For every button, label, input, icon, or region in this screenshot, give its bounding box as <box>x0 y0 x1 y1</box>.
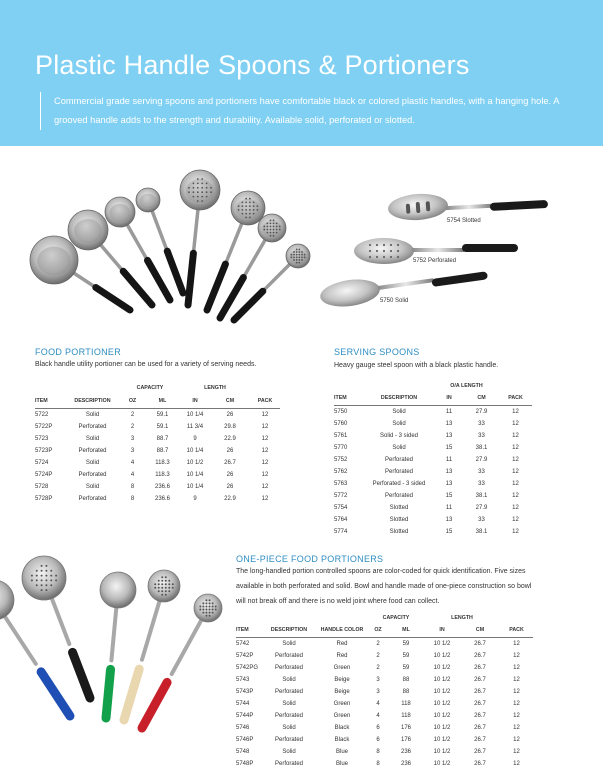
table-cell: Perforated <box>78 471 107 478</box>
table-cell: 10 1/2 <box>433 724 451 731</box>
table-cell: 10 1/2 <box>433 700 451 707</box>
table-cell: 5728P <box>35 495 53 502</box>
table-cell: 33 <box>478 420 485 427</box>
table-cell: 88.7 <box>156 435 169 442</box>
table-cell: 22.9 <box>224 495 236 502</box>
caption-slotted: 5754 Slotted <box>447 218 481 224</box>
ss-col-header: IN <box>434 391 464 405</box>
table-cell: 10 1/2 <box>433 712 451 719</box>
one-piece-desc: The long-handled portion controlled spoons are color-coded for quick identification. Five sizes available in both perforated and solid. Bowl and handle made of one-piece construction so bowl will not break off and there is no weld joint where food can collect. <box>236 568 532 605</box>
table-cell: Solid <box>85 483 100 490</box>
table-cell: Green <box>333 712 351 719</box>
table-cell: 118 <box>401 712 411 719</box>
table-cell: Black <box>334 736 350 743</box>
table-cell: Slotted <box>389 504 409 511</box>
table-cell: Blue <box>335 748 348 755</box>
table-cell: 12 <box>512 528 519 535</box>
table-row <box>334 430 532 442</box>
table-cell: 26.7 <box>474 676 486 683</box>
table-row <box>334 526 532 538</box>
portioner-item <box>234 244 310 320</box>
table-cell: Beige <box>334 688 350 695</box>
table-cell: 11 <box>445 504 453 511</box>
table-row <box>236 662 533 674</box>
table-cell: 10 1/2 <box>186 459 204 466</box>
table-cell: 9 <box>193 495 197 502</box>
food-portioner-desc: Black handle utility portioner can be used for a variety of serving needs. <box>35 361 257 368</box>
table-cell: 8 <box>130 495 135 502</box>
table-cell: Black <box>334 724 350 731</box>
fp-col-header: PACK <box>250 394 280 408</box>
table-cell: 5763 <box>334 480 348 487</box>
table-cell: 12 <box>261 435 269 442</box>
table-cell: 5770 <box>334 444 348 451</box>
table-cell: 9 <box>193 435 197 442</box>
table-cell: 12 <box>513 676 520 683</box>
table-cell: 13 <box>445 516 453 523</box>
op-col-header: OZ <box>368 623 388 637</box>
table-cell: 5760 <box>334 420 348 427</box>
table-cell: 29.8 <box>224 423 236 430</box>
table-cell: Perforated <box>384 468 414 475</box>
table-cell: 12 <box>512 432 519 439</box>
capacity-group-label: CAPACITY <box>136 385 164 391</box>
page-title: Plastic Handle Spoons & Portioners <box>35 50 470 80</box>
table-row <box>35 421 280 433</box>
table-cell: Perforated - 3 sided <box>372 480 426 487</box>
table-cell: 11 3/4 <box>186 423 204 430</box>
table-cell: Solid <box>282 724 296 731</box>
table-cell: Perforated <box>384 492 414 499</box>
table-cell: 5748P <box>236 760 254 767</box>
table-cell: 10 1/4 <box>186 483 204 490</box>
table-cell: 236 <box>400 748 411 755</box>
table-cell: Perforated <box>274 652 304 659</box>
table-cell: 27.9 <box>475 456 488 463</box>
table-cell: 8 <box>376 760 380 767</box>
caption-perforated: 5752 Perforated <box>413 258 457 264</box>
table-cell: Perforated <box>274 760 304 767</box>
table-cell: Solid <box>85 459 100 466</box>
table-cell: 12 <box>513 724 520 731</box>
table-cell: 5728 <box>35 483 49 490</box>
op-col-header: HANDLE COLOR <box>316 623 368 637</box>
table-cell: Perforated <box>274 688 304 695</box>
table-cell: 12 <box>261 411 269 418</box>
table-cell: 12 <box>512 408 519 415</box>
table-row <box>236 637 533 650</box>
table-cell: 26 <box>226 483 234 490</box>
serving-spoons-title: SERVING SPOONS <box>334 347 420 357</box>
table-cell: 33 <box>478 432 485 439</box>
table-cell: 5774 <box>334 528 348 535</box>
table-cell: 88.7 <box>156 447 169 454</box>
table-cell: 10 1/2 <box>433 640 451 647</box>
table-row <box>236 734 533 746</box>
table-cell: Perforated <box>384 456 414 463</box>
table-cell: 5744 <box>236 700 250 707</box>
table-cell: 12 <box>512 504 519 511</box>
table-cell: 12 <box>261 471 269 478</box>
table-row <box>35 445 280 457</box>
table-cell: Solid <box>392 420 406 427</box>
table-cell: 5744P <box>236 712 254 719</box>
table-cell: 26.7 <box>474 688 486 695</box>
table-cell: Perforated <box>274 736 304 743</box>
table-cell: 5722 <box>35 411 49 418</box>
table-cell: 10 1/2 <box>433 688 451 695</box>
table-row <box>236 698 533 710</box>
table-cell: 5722P <box>35 423 53 430</box>
table-cell: 3 <box>130 447 135 454</box>
serving-spoons-desc: Heavy gauge steel spoon with a black plastic handle. <box>334 362 499 369</box>
table-cell: 2 <box>130 423 135 430</box>
table-row <box>236 686 533 698</box>
fp-col-header: ML <box>145 394 180 408</box>
table-cell: 12 <box>261 483 269 490</box>
table-cell: Solid <box>85 435 100 442</box>
op-col-header: IN <box>424 623 460 637</box>
table-cell: Beige <box>334 676 350 683</box>
table-row <box>334 514 532 526</box>
one-piece-portioners-photo <box>0 548 232 768</box>
ss-col-header: PACK <box>499 391 532 405</box>
table-row <box>334 442 532 454</box>
table-row <box>334 466 532 478</box>
table-cell: 26.7 <box>474 664 486 671</box>
op-length-group-label: LENGTH <box>451 614 473 621</box>
table-cell: Solid <box>282 640 296 647</box>
table-cell: 2 <box>130 411 135 418</box>
table-cell: 59.1 <box>156 411 169 418</box>
table-cell: 38.1 <box>475 528 488 535</box>
table-cell: 26.7 <box>474 712 486 719</box>
table-cell: 88 <box>402 688 410 695</box>
table-cell: 12 <box>512 456 519 463</box>
table-cell: 12 <box>513 640 520 647</box>
table-cell: 59.1 <box>156 423 169 430</box>
table-cell: 6 <box>376 736 380 743</box>
table-cell: 5724 <box>35 459 49 466</box>
table-cell: Perforated <box>78 423 107 430</box>
table-cell: Red <box>336 640 348 647</box>
one-piece-title: ONE-PIECE FOOD PORTIONERS <box>236 554 384 564</box>
table-cell: Red <box>336 652 348 659</box>
table-cell: 59 <box>402 664 410 671</box>
table-row <box>236 674 533 686</box>
table-cell: 13 <box>445 420 453 427</box>
table-cell: 15 <box>445 444 453 451</box>
table-cell: Solid - 3 sided <box>379 432 419 439</box>
table-cell: 5723 <box>35 435 49 442</box>
table-cell: 26 <box>226 411 234 418</box>
table-cell: 4 <box>130 471 135 478</box>
table-cell: 33 <box>478 468 485 475</box>
table-cell: 5752 <box>334 456 348 463</box>
table-cell: 12 <box>261 423 269 430</box>
table-cell: 3 <box>376 688 380 695</box>
table-cell: 12 <box>512 492 519 499</box>
intro-divider <box>40 92 41 130</box>
table-cell: 12 <box>512 516 519 523</box>
table-cell: 5748 <box>236 748 250 755</box>
table-cell: 26.7 <box>474 700 486 707</box>
table-cell: Blue <box>335 760 348 767</box>
table-cell: 26.7 <box>474 652 486 659</box>
table-cell: 4 <box>376 712 380 719</box>
table-cell: 26.7 <box>474 748 486 755</box>
table-cell: 12 <box>513 664 520 671</box>
table-cell: Slotted <box>389 516 409 523</box>
table-cell: 118.3 <box>155 471 170 478</box>
table-cell: 26 <box>226 471 234 478</box>
table-cell: 236.6 <box>154 495 170 502</box>
table-cell: 12 <box>513 688 520 695</box>
table-cell: 10 1/2 <box>433 676 451 683</box>
header-banner <box>0 0 603 146</box>
table-cell: 8 <box>376 748 380 755</box>
table-cell: 12 <box>513 652 520 659</box>
table-row <box>334 454 532 466</box>
table-cell: 5742P <box>236 652 254 659</box>
table-cell: 12 <box>261 495 269 502</box>
table-cell: 5761 <box>334 432 348 439</box>
table-cell: 33 <box>478 480 485 487</box>
table-row <box>35 493 280 505</box>
table-cell: Solid <box>85 411 100 418</box>
table-cell: 2 <box>376 664 380 671</box>
table-cell: 10 1/2 <box>433 760 451 767</box>
table-row <box>334 502 532 514</box>
table-cell: 5772 <box>334 492 348 499</box>
table-cell: Solid <box>282 700 296 707</box>
table-row <box>236 650 533 662</box>
table-cell: 236 <box>400 760 411 767</box>
length-group-label: LENGTH <box>204 385 226 391</box>
table-cell: 12 <box>512 480 519 487</box>
table-cell: 5764 <box>334 516 348 523</box>
table-cell: 33 <box>478 516 485 523</box>
one-piece-portioner <box>0 580 70 716</box>
table-row <box>236 710 533 722</box>
table-cell: 12 <box>512 444 519 451</box>
table-cell: 11 <box>445 408 453 415</box>
table-cell: 176 <box>400 724 411 731</box>
table-cell: 5742PG <box>236 664 259 671</box>
fp-col-header: DESCRIPTION <box>65 394 120 408</box>
table-row <box>236 746 533 758</box>
table-cell: Green <box>333 700 351 707</box>
table-row <box>236 758 533 770</box>
table-cell: Perforated <box>274 664 304 671</box>
table-cell: 38.1 <box>475 492 488 499</box>
table-cell: 10 1/4 <box>186 411 204 418</box>
table-cell: 5750 <box>334 408 348 415</box>
table-cell: 236.6 <box>154 483 170 490</box>
table-cell: 12 <box>513 700 520 707</box>
oa-length-group-label: O/A LENGTH <box>450 382 483 389</box>
table-cell: 118 <box>401 700 411 707</box>
table-cell: 15 <box>445 528 453 535</box>
table-cell: 5743 <box>236 676 250 683</box>
table-cell: 5746P <box>236 736 254 743</box>
table-cell: 27.9 <box>475 504 488 511</box>
table-cell: 118.3 <box>155 459 170 466</box>
table-cell: 59 <box>402 652 410 659</box>
table-cell: 5742 <box>236 640 250 647</box>
table-row <box>236 722 533 734</box>
table-cell: 26.7 <box>474 724 486 731</box>
table-cell: 26.7 <box>474 736 486 743</box>
table-cell: Solid <box>282 748 296 755</box>
ss-col-header: ITEM <box>334 391 364 405</box>
table-cell: 12 <box>513 748 520 755</box>
table-cell: 5746 <box>236 724 250 731</box>
table-cell: Perforated <box>274 712 304 719</box>
table-cell: 3 <box>376 676 380 683</box>
table-cell: 12 <box>513 736 520 743</box>
table-row <box>334 490 532 502</box>
table-cell: 13 <box>445 468 453 475</box>
table-cell: 5724P <box>35 471 53 478</box>
table-cell: 5723P <box>35 447 53 454</box>
table-cell: Solid <box>392 444 406 451</box>
portioner-item <box>68 210 152 305</box>
op-capacity-group-label: CAPACITY <box>382 614 410 621</box>
table-cell: 12 <box>261 459 269 466</box>
table-cell: Slotted <box>389 528 409 535</box>
table-row <box>334 405 532 418</box>
caption-solid: 5750 Solid <box>380 298 409 304</box>
table-cell: 5762 <box>334 468 348 475</box>
table-cell: 5754 <box>334 504 348 511</box>
table-cell: 10 1/2 <box>433 736 451 743</box>
table-cell: 2 <box>376 640 380 647</box>
food-portioner-title: FOOD PORTIONER <box>35 347 122 357</box>
table-row <box>35 481 280 493</box>
intro-text: Commercial grade serving spoons and portioners have comfortable black or colored plastic handles, with a hanging hole. A grooved handle adds to the strength and durability. Available solid, perforated or slotted. <box>54 96 559 125</box>
table-cell: 13 <box>445 432 453 439</box>
table-row <box>35 408 280 421</box>
table-cell: 12 <box>513 760 520 767</box>
table-cell: 5743P <box>236 688 254 695</box>
fp-col-header: IN <box>180 394 210 408</box>
table-cell: 10 1/2 <box>433 664 451 671</box>
table-cell: 8 <box>130 483 135 490</box>
table-cell: Perforated <box>78 447 107 454</box>
op-col-header: CM <box>460 623 500 637</box>
fp-col-header: ITEM <box>35 394 65 408</box>
fp-col-header: OZ <box>120 394 145 408</box>
op-col-header: ITEM <box>236 623 262 637</box>
table-row <box>35 433 280 445</box>
table-cell: 4 <box>130 459 135 466</box>
table-cell: 10 1/2 <box>433 748 451 755</box>
table-cell: 26.7 <box>474 640 486 647</box>
table-cell: 59 <box>402 640 410 647</box>
table-cell: 12 <box>513 712 520 719</box>
serving-spoons-table <box>334 380 532 538</box>
one-piece-portioner <box>22 556 90 698</box>
op-col-header: ML <box>388 623 424 637</box>
table-cell: 26.7 <box>224 459 236 466</box>
food-portioner-table <box>35 382 280 505</box>
table-cell: 10 1/2 <box>433 652 451 659</box>
ss-col-header: CM <box>464 391 499 405</box>
table-row <box>35 469 280 481</box>
table-cell: 15 <box>445 492 453 499</box>
table-cell: 26 <box>226 447 234 454</box>
table-cell: 26.7 <box>474 760 486 767</box>
op-col-header: PACK <box>500 623 533 637</box>
table-cell: 10 1/4 <box>186 447 204 454</box>
table-cell: 11 <box>445 456 453 463</box>
table-cell: 6 <box>376 724 380 731</box>
table-cell: 12 <box>512 468 519 475</box>
one-piece-table <box>236 612 533 770</box>
table-row <box>334 478 532 490</box>
table-cell: 12 <box>512 420 519 427</box>
portioners-photo <box>20 160 320 340</box>
op-col-header: DESCRIPTION <box>262 623 316 637</box>
table-cell: Perforated <box>78 495 107 502</box>
table-cell: 176 <box>400 736 411 743</box>
table-cell: 13 <box>445 480 453 487</box>
fp-col-header: CM <box>210 394 250 408</box>
table-cell: 27.9 <box>475 408 488 415</box>
table-row <box>35 457 280 469</box>
ss-col-header: DESCRIPTION <box>364 391 434 405</box>
table-row <box>334 418 532 430</box>
serving-spoons-photo <box>318 185 558 315</box>
table-cell: 38.1 <box>475 444 488 451</box>
solid-spoon <box>318 271 488 310</box>
table-cell: Solid <box>282 676 296 683</box>
table-cell: 88 <box>402 676 410 683</box>
table-cell: 12 <box>261 447 269 454</box>
table-cell: 10 1/4 <box>186 471 204 478</box>
table-cell: Solid <box>392 408 406 415</box>
table-cell: 4 <box>376 700 380 707</box>
table-cell: 3 <box>130 435 135 442</box>
table-cell: 22.9 <box>224 435 236 442</box>
table-cell: Green <box>333 664 351 671</box>
table-cell: 2 <box>376 652 380 659</box>
